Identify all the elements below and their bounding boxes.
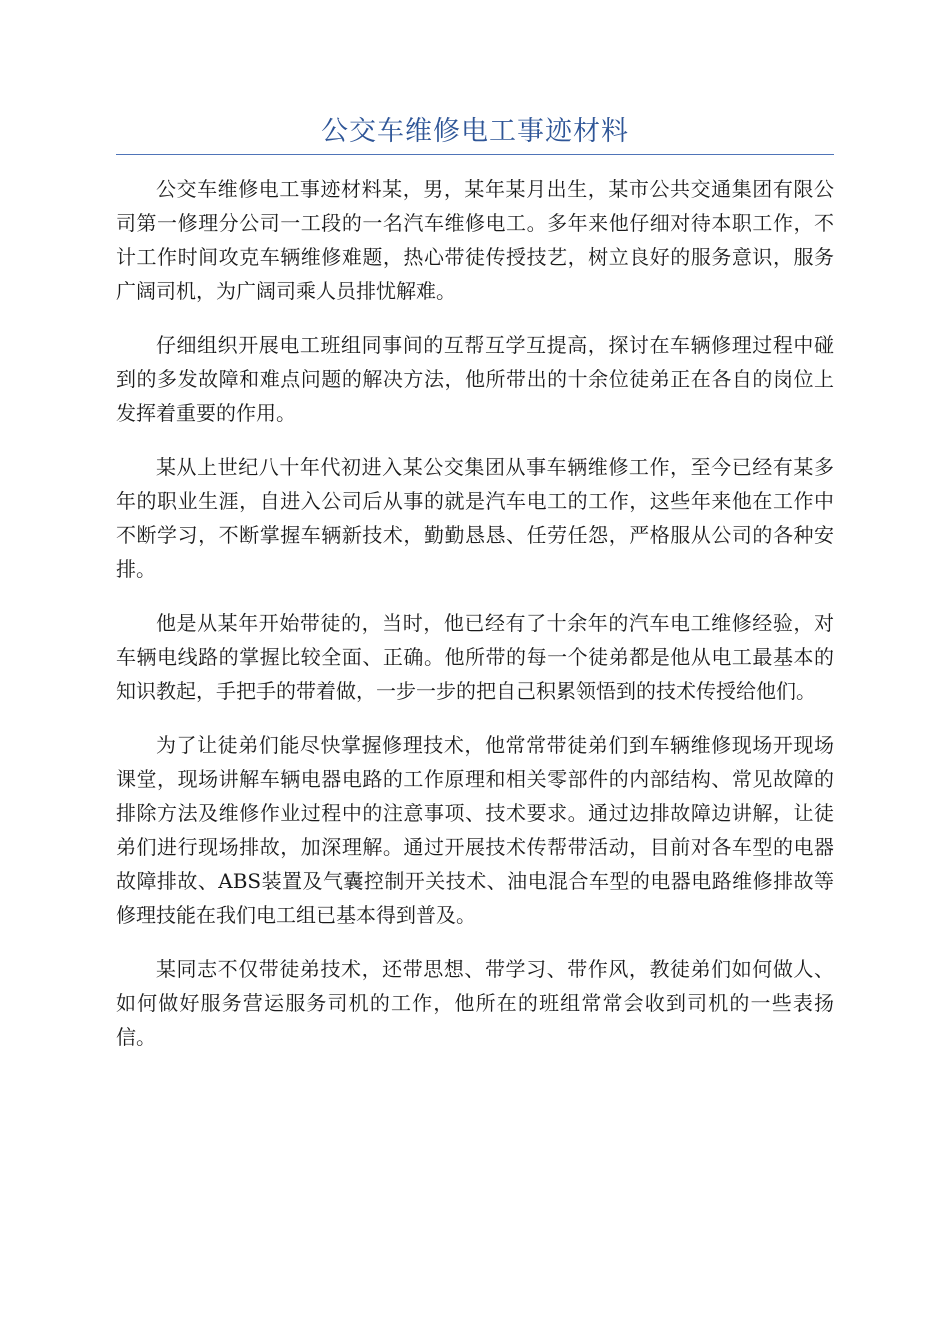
document-title: 公交车维修电工事迹材料 <box>321 116 629 147</box>
paragraph-4: 他是从某年开始带徒的，当时，他已经有了十余年的汽车电工维修经验，对车辆电线路的掌握比较全面、正确。他所带的每一个徒弟都是他从电工最基本的知识教起，手把手的带着做，一步一步的把自己积累领悟到的技术传授给他们。 <box>116 611 834 703</box>
document-body <box>116 172 834 1074</box>
paragraph-3: 某从上世纪八十年代初进入某公交集团从事车辆维修工作，至今已经有某多年的职业生涯，自进入公司后从事的就是汽车电工的工作，这些年来他在工作中不断学习，不断掌握车辆新技术，勤勤恳恳、任劳任怨，严格服从公司的各种安排。 <box>116 455 834 581</box>
paragraph-6: 某同志不仅带徒弟技术，还带思想、带学习、带作风，教徒弟们如何做人、如何做好服务营运服务司机的工作，他所在的班组常常会收到司机的一些表扬信。 <box>116 957 834 1049</box>
paragraph-5: 为了让徒弟们能尽快掌握修理技术，他常常带徒弟们到车辆维修现场开现场课堂，现场讲解车辆电器电路的工作原理和相关零部件的内部结构、常见故障的排除方法及维修作业过程中的注意事项、技术要求。通过边排故障边讲解，让徒弟们进行现场排故，加深理解。通过开展技术传帮带活动，目前对各车型的电器故障排故、ABS装置及气囊控制开关技术、油电混合车型的电器电路维修排故等修理技能在我们电工组已基本得到普及。 <box>116 733 834 927</box>
title-underline <box>116 154 834 155</box>
paragraph-1: 公交车维修电工事迹材料某，男，某年某月出生，某市公共交通集团有限公司第一修理分公司一工段的一名汽车维修电工。多年来他仔细对待本职工作，不计工作时间攻克车辆维修难题，热心带徒传授技艺，树立良好的服务意识，服务广阔司机，为广阔司乘人员排忧解难。 <box>116 177 834 303</box>
paragraph-2: 仔细组织开展电工班组同事间的互帮互学互提高，探讨在车辆修理过程中碰到的多发故障和难点问题的解决方法，他所带出的十余位徒弟正在各自的岗位上发挥着重要的作用。 <box>116 333 834 425</box>
